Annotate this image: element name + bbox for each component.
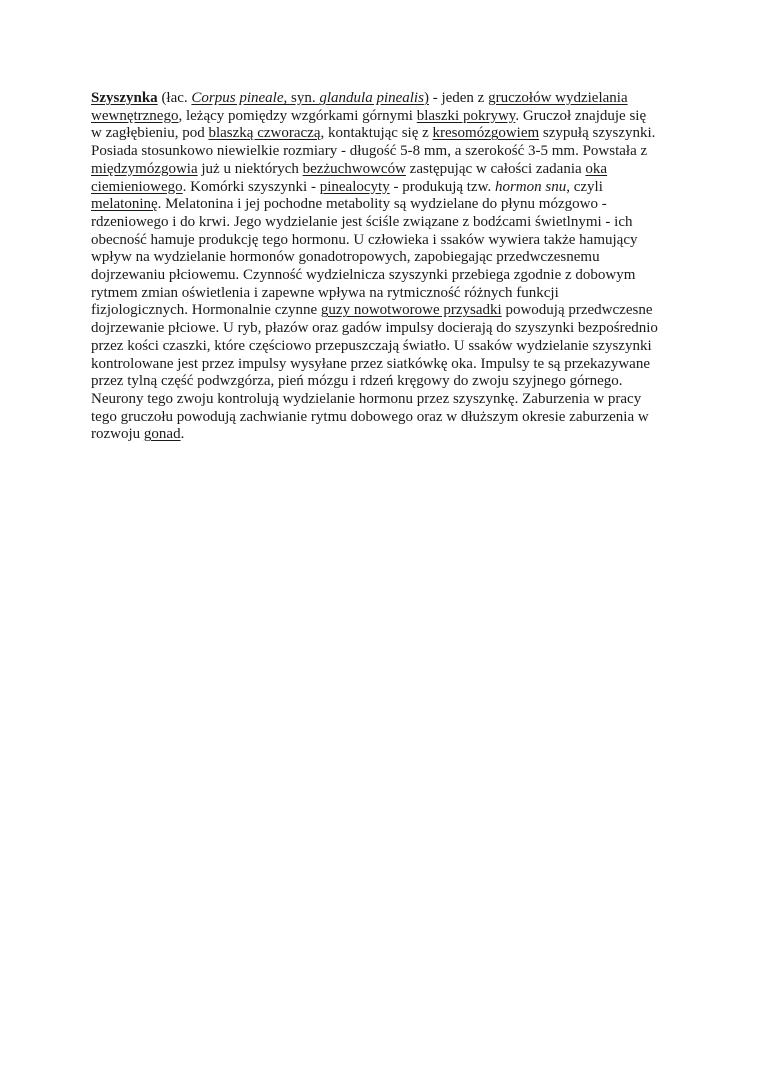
body-text: przez kości czaszki, które częściowo przepuszczają światło. U ssaków wydzielanie szyszynki <box>91 337 652 354</box>
article-paragraph <box>91 90 671 444</box>
body-text: , leżący pomiędzy wzgórkami górnymi <box>178 107 417 124</box>
body-text: fizjologicznych. Hormonalnie czynne <box>91 302 321 319</box>
body-text: obecność hamuje produkcję tego hormonu. U człowieka i ssaków wywiera także hamujący <box>91 231 638 248</box>
body-text: . Gruczoł znajduje się <box>515 107 647 124</box>
body-text: dojrzewaniu płciowemu. Czynność wydzielnicza szyszynki przebiega zgodnie z dobowym <box>91 267 636 284</box>
text-line <box>91 108 671 126</box>
hyperlink-text[interactable]: blaszką czworaczą <box>208 125 321 142</box>
hyperlink-text[interactable]: kresomózgowiem <box>432 125 540 142</box>
body-text: Neurony tego zwoju kontrolują wydzielanie hormonu przez szyszynkę. Zaburzenia w pracy <box>91 390 642 407</box>
hyperlink-text[interactable]: Szyszynka <box>91 90 158 106</box>
hyperlink-text[interactable]: ciemieniowego <box>91 178 183 195</box>
text-line <box>91 391 671 409</box>
body-text: zastępując w całości zadania <box>405 160 586 177</box>
body-text: - jeden z <box>428 90 489 106</box>
text-line <box>91 143 671 161</box>
body-text: hormon snu <box>494 178 567 195</box>
body-text: szypułą szyszynki. <box>539 125 656 142</box>
hyperlink-text[interactable]: blaszki pokrywy <box>416 107 516 124</box>
hyperlink-text[interactable]: gruczołów wydzielania <box>488 90 628 106</box>
hyperlink-text[interactable]: guzy nowotworowe przysadki <box>320 302 502 319</box>
body-text: w zagłębieniu, pod <box>91 125 209 142</box>
hyperlink-text[interactable]: , syn. <box>283 90 320 106</box>
text-line <box>91 125 671 143</box>
hyperlink-text[interactable]: glandula pinealis <box>319 90 424 106</box>
body-text: już u niektórych <box>197 160 303 177</box>
body-text: przez tylną część podwzgórza, pień mózgu i rdzeń kręgowy do zwoju szyjnego górnego. <box>91 373 623 390</box>
body-text: (łac. <box>157 90 192 106</box>
body-text: dojrzewanie płciowe. U ryb, płazów oraz gadów impulsy docierają do szyszynki bezpośrednio <box>91 320 658 337</box>
hyperlink-text[interactable]: melatoninę <box>91 196 158 213</box>
body-text: . <box>180 426 185 443</box>
body-text: - produkują tzw. <box>389 178 495 195</box>
text-line <box>91 426 671 444</box>
hyperlink-text[interactable]: międzymózgowia <box>91 160 198 177</box>
text-line <box>91 373 671 391</box>
body-text: . Melatonina i jej pochodne metabolity są wydzielane do płynu mózgowo - <box>157 196 607 213</box>
text-line <box>91 267 671 285</box>
body-text: Posiada stosunkowo niewielkie rozmiary - długość 5-8 mm, a szerokość 3-5 mm. Powstała z <box>91 143 648 160</box>
hyperlink-text[interactable]: pinealocyty <box>319 178 390 195</box>
body-text: kontrolowane jest przez impulsy wysyłane przez siatkówkę oka. Impulsy te są przekazywane <box>91 355 650 372</box>
text-line <box>91 409 671 427</box>
text-line <box>91 90 671 108</box>
text-line <box>91 285 671 303</box>
body-text: rytmem zmian oświetlenia i zapewne wpływa na rytmiczność różnych funkcji <box>91 284 559 301</box>
hyperlink-text[interactable]: Corpus pineale <box>191 90 284 106</box>
hyperlink-text[interactable]: gonad <box>143 426 181 443</box>
text-line <box>91 338 671 356</box>
body-text: . Komórki szyszynki - <box>182 178 320 195</box>
text-line <box>91 161 671 179</box>
text-line <box>91 179 671 197</box>
body-text: , kontaktując się z <box>320 125 433 142</box>
text-line <box>91 232 671 250</box>
text-line <box>91 320 671 338</box>
body-text: rdzeniowego i do krwi. Jego wydzielanie jest ściśle związane z bodźcami świetlnymi - ich <box>91 213 633 230</box>
body-text: tego gruczołu powodują zachwianie rytmu dobowego oraz w dłuższym okresie zaburzenia w <box>91 408 649 425</box>
text-line <box>91 249 671 267</box>
body-text: rozwoju <box>91 426 144 443</box>
body-text: powodują przedwczesne <box>501 302 653 319</box>
body-text: , czyli <box>566 178 603 195</box>
text-line <box>91 196 671 214</box>
hyperlink-text[interactable]: ) <box>423 90 429 106</box>
hyperlink-text[interactable]: wewnętrznego <box>91 107 179 124</box>
text-line <box>91 302 671 320</box>
text-line <box>91 214 671 232</box>
paragraph-lines <box>91 90 671 444</box>
hyperlink-text[interactable]: bezżuchwowców <box>302 160 406 177</box>
body-text: wpływ na wydzielanie hormonów gonadotropowych, zapobiegając przedwczesnemu <box>91 249 600 266</box>
hyperlink-text[interactable]: oka <box>585 160 608 177</box>
text-line <box>91 356 671 374</box>
